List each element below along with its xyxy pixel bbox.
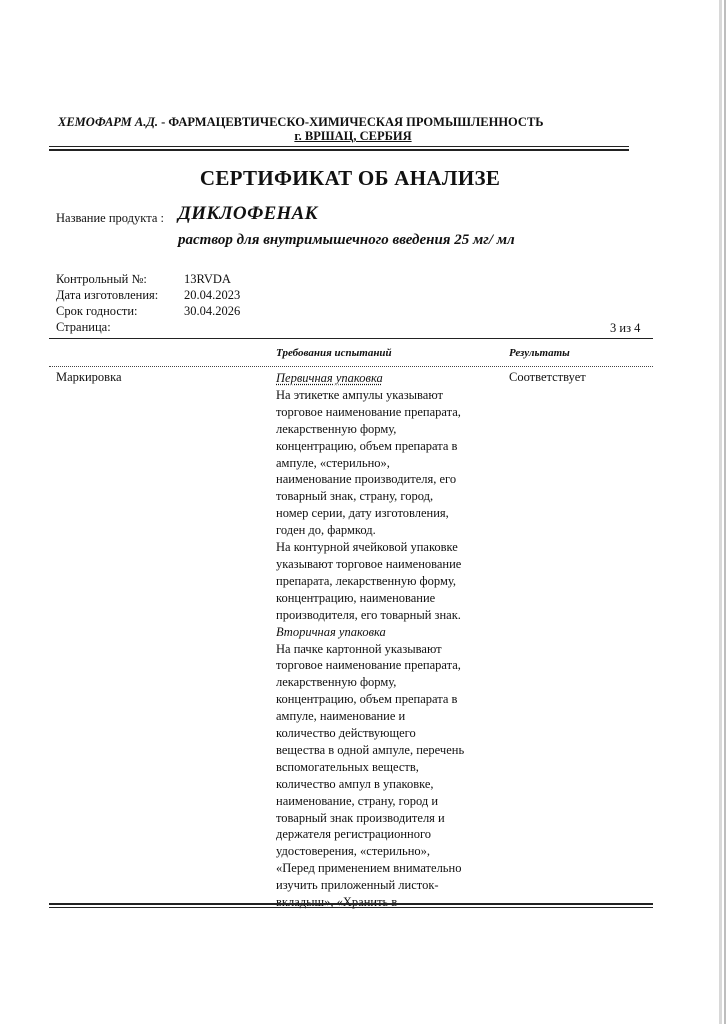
- requirement-line: ампуле, наименование и: [276, 709, 406, 724]
- requirement-line: номер серии, дату изготовления,: [276, 506, 449, 521]
- page-label: Страница:: [56, 320, 111, 334]
- test-requirements: [276, 370, 506, 911]
- requirement-line: количество ампул в упаковке,: [276, 776, 434, 791]
- expiry-date-row: [56, 303, 241, 319]
- test-result: Соответствует: [509, 370, 586, 384]
- company-industry: - ФАРМАЦЕВТИЧЕСКО-ХИМИЧЕСКАЯ ПРОМЫШЛЕННОСТЬ: [158, 115, 544, 129]
- footer-rule-thin: [49, 907, 653, 908]
- control-number-label: Контрольный №:: [56, 272, 147, 286]
- requirement-line: количество действующего: [276, 726, 416, 741]
- requirement-line: На пачке картонной указывают: [276, 641, 442, 656]
- company-name: ХЕМОФАРМ А.Д.: [58, 115, 158, 129]
- requirement-line: вспомогательных веществ,: [276, 759, 419, 774]
- requirement-subheading-secondary: Вторичная упаковка: [276, 624, 386, 639]
- batch-info: [56, 271, 241, 335]
- requirement-line: указывают торговое наименование: [276, 556, 462, 571]
- requirement-subheading-primary: Первичная упаковка: [276, 371, 383, 385]
- requirement-line: вещества в одной ампуле, перечень: [276, 742, 465, 757]
- manufacture-date-label: Дата изготовления:: [56, 288, 159, 302]
- manufacture-date-value: 20.04.2023: [184, 288, 241, 302]
- requirement-line: торговое наименование препарата,: [276, 658, 461, 673]
- table-header-divider: [49, 366, 653, 367]
- product-name: ДИКЛОФЕНАК: [178, 203, 318, 224]
- requirement-line: лекарственную форму,: [276, 675, 397, 690]
- requirement-line: концентрацию, наименование: [276, 590, 436, 605]
- product-label: Название продукта :: [56, 211, 164, 225]
- product-form: раствор для внутримышечного введения 25 мг/ мл: [178, 232, 515, 248]
- requirement-line: удостоверения, «стерильно»,: [276, 844, 431, 859]
- header-requirements: Требования испытаний: [276, 347, 392, 359]
- document-title: СЕРТИФИКАТ ОБ АНАЛИЗЕ: [199, 166, 501, 190]
- requirement-line: товарный знак, страну, город,: [276, 489, 434, 504]
- control-number-value: 13RVDA: [184, 272, 231, 286]
- requirement-line: концентрацию, объем препарата в: [276, 438, 458, 453]
- requirement-line: На этикетке ампулы указывают: [276, 387, 443, 402]
- page-row: [56, 319, 158, 335]
- header-results: Результаты: [509, 347, 570, 359]
- requirement-line: наименование, страну, город и: [276, 793, 439, 808]
- table-top-rule: [49, 338, 653, 339]
- header-rule-thick: [49, 149, 629, 151]
- requirement-line: производителя, его товарный знак.: [276, 607, 461, 622]
- test-name: Маркировка: [56, 370, 122, 384]
- requirement-line: торговое наименование препарата,: [276, 404, 461, 419]
- scan-edge: [719, 0, 722, 1024]
- footer-rule-thick: [49, 903, 653, 905]
- requirement-line: концентрацию, объем препарата в: [276, 692, 458, 707]
- requirement-line: товарный знак производителя и: [276, 810, 445, 825]
- header-rule-thin: [49, 146, 629, 147]
- requirement-line: «Перед применением внимательно: [276, 861, 462, 876]
- requirement-line: На контурной ячейковой упаковке: [276, 540, 458, 555]
- requirement-line: держателя регистрационного: [276, 827, 432, 842]
- expiry-date-value: 30.04.2026: [184, 304, 241, 318]
- requirement-line: препарата, лекарственную форму,: [276, 573, 457, 588]
- requirement-line: годен до, фармкод.: [276, 523, 376, 538]
- manufacture-date-row: [56, 287, 241, 303]
- control-number-row: [56, 271, 231, 287]
- expiry-date-label: Срок годности:: [56, 304, 138, 318]
- requirement-line: лекарственную форму,: [276, 421, 397, 436]
- requirement-line: ампуле, «стерильно»,: [276, 455, 390, 470]
- company-header: [58, 115, 618, 143]
- page-number: 3 из 4: [610, 321, 641, 335]
- requirement-line: наименование производителя, его: [276, 472, 457, 487]
- company-city: г. ВРШАЦ, СЕРБИЯ: [294, 129, 412, 143]
- requirement-line: изучить приложенный листок-: [276, 878, 439, 893]
